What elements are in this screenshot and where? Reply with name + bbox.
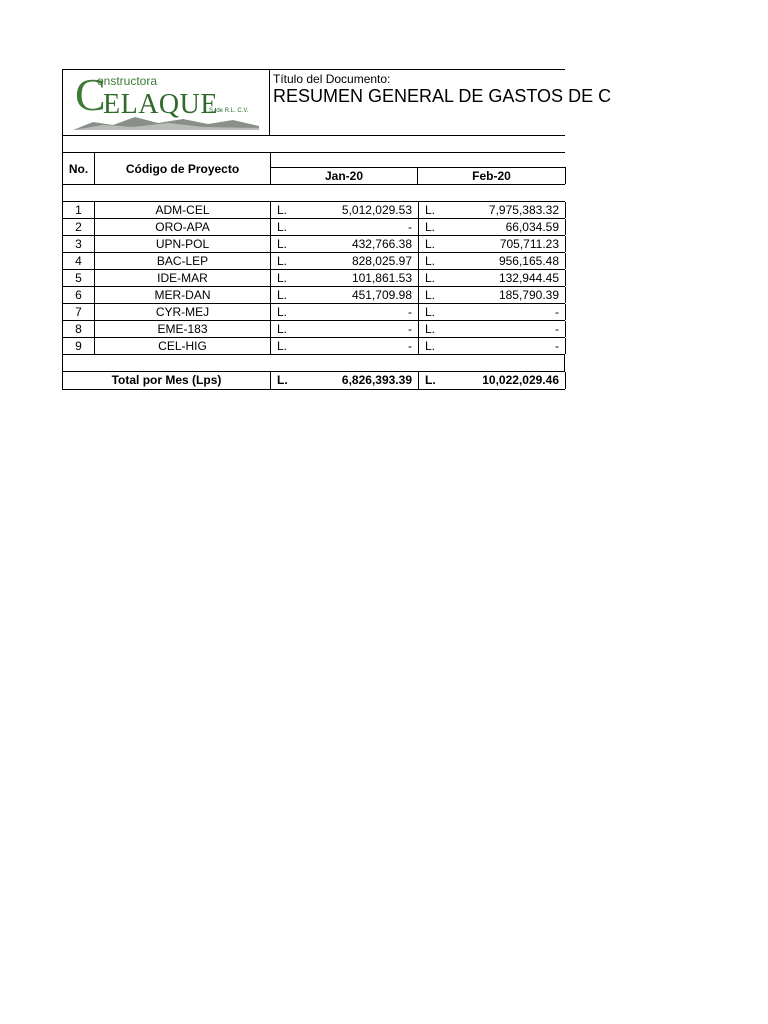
project-code: EME-183 bbox=[95, 321, 271, 337]
row-number: 6 bbox=[63, 287, 95, 303]
spacer-row bbox=[62, 355, 565, 372]
row-number: 8 bbox=[63, 321, 95, 337]
currency-symbol: L. bbox=[425, 322, 436, 336]
cell-divider bbox=[418, 236, 419, 252]
amount-month-1: 451,709.98 bbox=[351, 288, 412, 302]
row-number: 2 bbox=[63, 219, 95, 235]
table-row bbox=[62, 253, 565, 270]
cell-divider bbox=[565, 304, 566, 320]
currency-symbol: L. bbox=[425, 288, 436, 302]
project-code: BAC-LEP bbox=[95, 253, 271, 269]
currency-symbol: L. bbox=[277, 288, 288, 302]
spreadsheet bbox=[62, 69, 612, 390]
amount-month-1: 432,766.38 bbox=[351, 237, 412, 251]
spacer-row bbox=[62, 136, 565, 153]
currency-symbol: L. bbox=[277, 220, 288, 234]
row-number: 1 bbox=[63, 202, 95, 218]
logo-name: ELAQUE bbox=[103, 89, 218, 120]
project-code: CEL-HIG bbox=[95, 338, 271, 354]
amount-month-2: 956,165.48 bbox=[498, 254, 559, 268]
total-month-1: 6,826,393.39 bbox=[341, 373, 412, 387]
cell-divider bbox=[565, 372, 566, 389]
table-row bbox=[62, 304, 565, 321]
logo-suffix: S. de R.L. C.V. bbox=[209, 108, 249, 114]
currency-symbol: L. bbox=[277, 322, 288, 336]
currency-symbol: L. bbox=[277, 237, 288, 251]
amount-month-2: - bbox=[555, 305, 559, 319]
spacer-row bbox=[62, 185, 565, 202]
cell-divider bbox=[418, 287, 419, 303]
project-code: IDE-MAR bbox=[95, 270, 271, 286]
table-row bbox=[62, 236, 565, 253]
amount-month-1: 828,025.97 bbox=[351, 254, 412, 268]
cell-divider bbox=[418, 321, 419, 337]
project-code: ORO-APA bbox=[95, 219, 271, 235]
document-header bbox=[62, 69, 612, 136]
table-row bbox=[62, 219, 565, 236]
cell-divider bbox=[565, 202, 566, 218]
amount-month-1: 101,861.53 bbox=[351, 271, 412, 285]
project-code: ADM-CEL bbox=[95, 202, 271, 218]
total-row bbox=[62, 372, 565, 390]
logo-constructora: onstructora bbox=[97, 74, 158, 88]
currency-symbol: L. bbox=[277, 203, 288, 217]
cell-divider bbox=[565, 338, 566, 354]
row-number: 7 bbox=[63, 304, 95, 320]
currency-symbol: L. bbox=[425, 305, 436, 319]
title-label: Título del Documento: bbox=[273, 72, 391, 86]
table-row bbox=[62, 202, 565, 219]
cell-divider bbox=[418, 304, 419, 320]
table-row bbox=[62, 287, 565, 304]
currency-symbol: L. bbox=[425, 220, 436, 234]
amount-month-2: - bbox=[555, 322, 559, 336]
table-row bbox=[62, 321, 565, 338]
cell-divider bbox=[418, 372, 419, 389]
currency-symbol: L. bbox=[277, 373, 288, 387]
amount-month-1: - bbox=[408, 220, 412, 234]
total-label: Total por Mes (Lps) bbox=[63, 372, 271, 389]
currency-symbol: L. bbox=[277, 254, 288, 268]
currency-symbol: L. bbox=[425, 373, 436, 387]
currency-symbol: L. bbox=[277, 339, 288, 353]
header-project-code: Código de Proyecto bbox=[95, 153, 271, 184]
mountain-icon bbox=[73, 114, 259, 130]
data-rows bbox=[62, 202, 565, 355]
cell-divider bbox=[565, 270, 566, 286]
cell-divider bbox=[565, 321, 566, 337]
header-month-1: Jan-20 bbox=[271, 168, 418, 184]
row-number: 4 bbox=[63, 253, 95, 269]
cell-divider bbox=[565, 219, 566, 235]
cell-divider bbox=[565, 287, 566, 303]
table-row bbox=[62, 338, 565, 355]
amount-month-2: 705,711.23 bbox=[499, 237, 559, 251]
amount-month-1: - bbox=[408, 322, 412, 336]
total-month-2: 10,022,029.46 bbox=[482, 373, 559, 387]
header-no: No. bbox=[63, 153, 95, 184]
column-header-row bbox=[62, 153, 565, 185]
project-code: CYR-MEJ bbox=[95, 304, 271, 320]
cell-divider bbox=[418, 338, 419, 354]
cell-divider bbox=[565, 236, 566, 252]
amount-month-2: 66,034.59 bbox=[505, 220, 559, 234]
table-row bbox=[62, 270, 565, 287]
amount-month-2: - bbox=[555, 339, 559, 353]
cell-divider bbox=[418, 202, 419, 218]
cell-divider bbox=[418, 270, 419, 286]
cell-divider bbox=[565, 253, 566, 269]
project-code: UPN-POL bbox=[95, 236, 271, 252]
row-number: 5 bbox=[63, 270, 95, 286]
currency-symbol: L. bbox=[425, 203, 436, 217]
cell-divider bbox=[418, 219, 419, 235]
amount-month-1: - bbox=[408, 339, 412, 353]
cell-divider bbox=[418, 253, 419, 269]
row-number: 3 bbox=[63, 236, 95, 252]
amount-month-1: - bbox=[408, 305, 412, 319]
amount-month-2: 132,944.45 bbox=[498, 271, 559, 285]
currency-symbol: L. bbox=[425, 254, 436, 268]
company-logo bbox=[63, 70, 270, 136]
project-code: MER-DAN bbox=[95, 287, 271, 303]
currency-symbol: L. bbox=[277, 271, 288, 285]
logo-letter-c: C bbox=[75, 69, 106, 120]
currency-symbol: L. bbox=[425, 271, 436, 285]
row-number: 9 bbox=[63, 338, 95, 354]
currency-symbol: L. bbox=[425, 237, 436, 251]
amount-month-2: 185,790.39 bbox=[498, 288, 559, 302]
header-month-2: Feb-20 bbox=[418, 168, 566, 184]
currency-symbol: L. bbox=[277, 305, 288, 319]
document-title: RESUMEN GENERAL DE GASTOS DE C bbox=[273, 86, 612, 106]
amount-month-1: 5,012,029.53 bbox=[341, 203, 412, 217]
amount-month-2: 7,975,383.32 bbox=[488, 203, 559, 217]
currency-symbol: L. bbox=[425, 339, 436, 353]
